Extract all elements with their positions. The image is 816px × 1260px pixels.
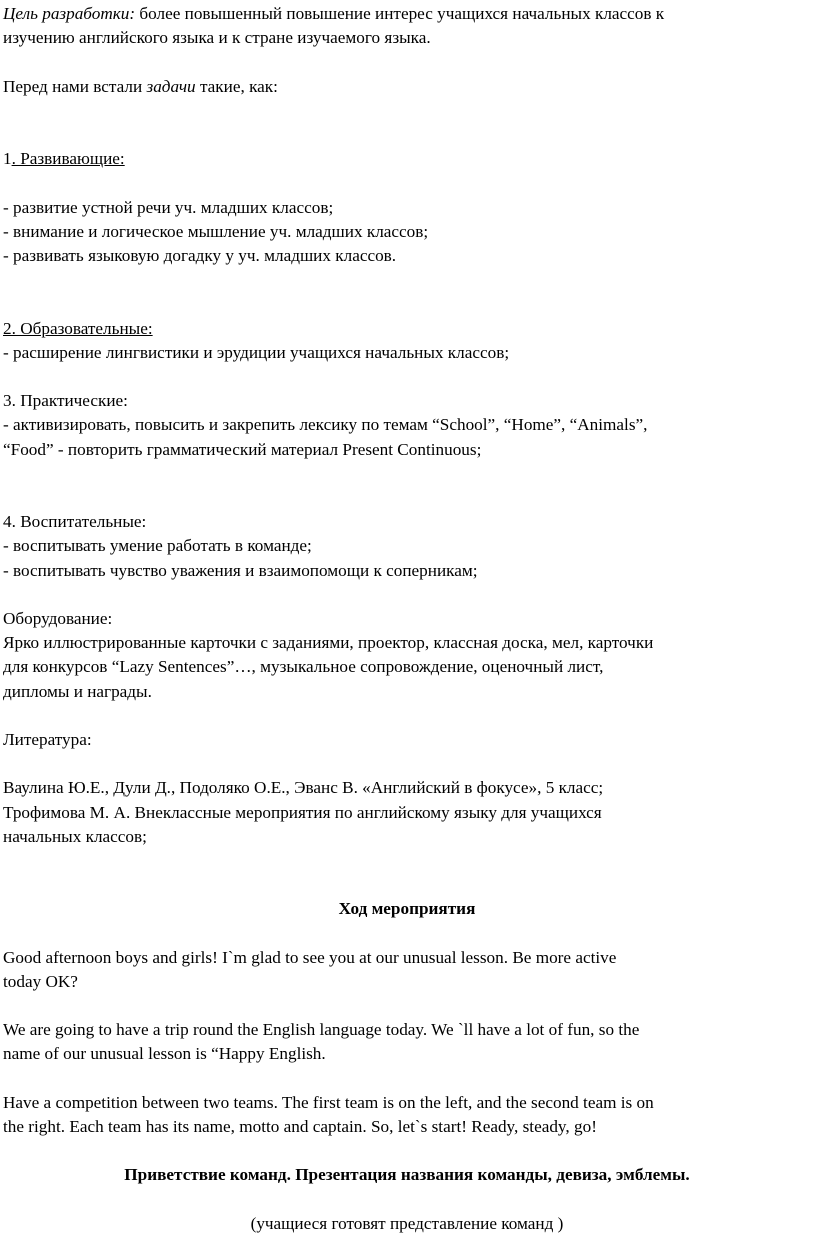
tasks-intro-italic: задачи (146, 76, 196, 96)
equipment-line-3: дипломы и награды. (3, 681, 152, 701)
para1-line-1: Good afternoon boys and girls! I`m glad to see you at our unusual lesson. Be more active (3, 947, 617, 967)
tasks-intro-after: такие, как: (195, 76, 278, 96)
section3-title: 3. Практические: (3, 391, 128, 411)
tasks-intro (3, 75, 811, 99)
greeting-heading: Приветствие команд. Презентация названия команды, девиза, эмблемы. (124, 1165, 690, 1185)
literature-title: Литература: (3, 729, 92, 749)
equipment-line-1: Ярко иллюстрированные карточки с заданиями, проектор, классная доска, мел, карточки (3, 633, 654, 653)
literature-line-2: Трофимова М. А. Внеклассные мероприятия по английскому языку для учащихся (3, 802, 602, 822)
section4-title: 4. Воспитательные: (3, 512, 147, 532)
para1-line-2: today OK? (3, 971, 78, 991)
section1-title (3, 147, 811, 171)
equipment-title: Оборудование: (3, 608, 113, 628)
section4-item-1: - воспитывать умение работать в команде; (3, 536, 312, 556)
course-heading: Ход мероприятия (338, 899, 476, 919)
section1-item-1: - развитие устной речи уч. младших классов; (3, 197, 334, 217)
greeting-note: (учащиеся готовят представление команд ) (250, 1213, 564, 1233)
section2-title: 2. Образовательные: (3, 318, 153, 338)
para2-line-1: We are going to have a trip round the English language today. We `ll have a lot of fun, so the (3, 1020, 640, 1040)
goal-line-1 (3, 2, 811, 26)
section3-item-2: “Food” - повторить грамматический материал Present Continuous; (3, 439, 482, 459)
para3-line-2: the right. Each team has its name, motto and captain. So, let`s start! Ready, steady, go! (3, 1117, 597, 1137)
equipment-line-2: для конкурсов “Lazy Sentences”…, музыкальное сопровождение, оценочный лист, (3, 657, 604, 677)
section3-item-1: - активизировать, повысить и закрепить лексику по темам “School”, “Home”, “Animals”, (3, 415, 648, 435)
section4-item-2: - воспитывать чувство уважения и взаимопомощи к соперникам; (3, 560, 478, 580)
para3-line-1: Have a competition between two teams. The first team is on the left, and the second team is on (3, 1092, 654, 1112)
section1-num: 1 (3, 149, 12, 169)
section2-item-1: - расширение лингвистики и эрудиции учащихся начальных классов; (3, 342, 510, 362)
tasks-intro-before: Перед нами встали (3, 76, 147, 96)
para2-line-2: name of our unusual lesson is “Happy English. (3, 1044, 326, 1064)
section1-title-text: . Развивающие: (11, 149, 125, 169)
goal-text-1: более повышенный повышение интерес учащихся начальных классов к (135, 4, 665, 23)
literature-line-1: Ваулина Ю.Е., Дули Д., Подоляко О.Е., Эванс В. «Английский в фокусе», 5 класс; (3, 778, 604, 798)
section1-item-3: - развивать языковую догадку у уч. младших классов. (3, 245, 397, 265)
literature-line-3: начальных классов; (3, 826, 147, 846)
section1-item-2: - внимание и логическое мышление уч. младших классов; (3, 221, 429, 241)
goal-line-2: изучению английского языка и к стране изучаемого языка. (3, 28, 431, 48)
goal-label: Цель разработки: (3, 4, 136, 23)
